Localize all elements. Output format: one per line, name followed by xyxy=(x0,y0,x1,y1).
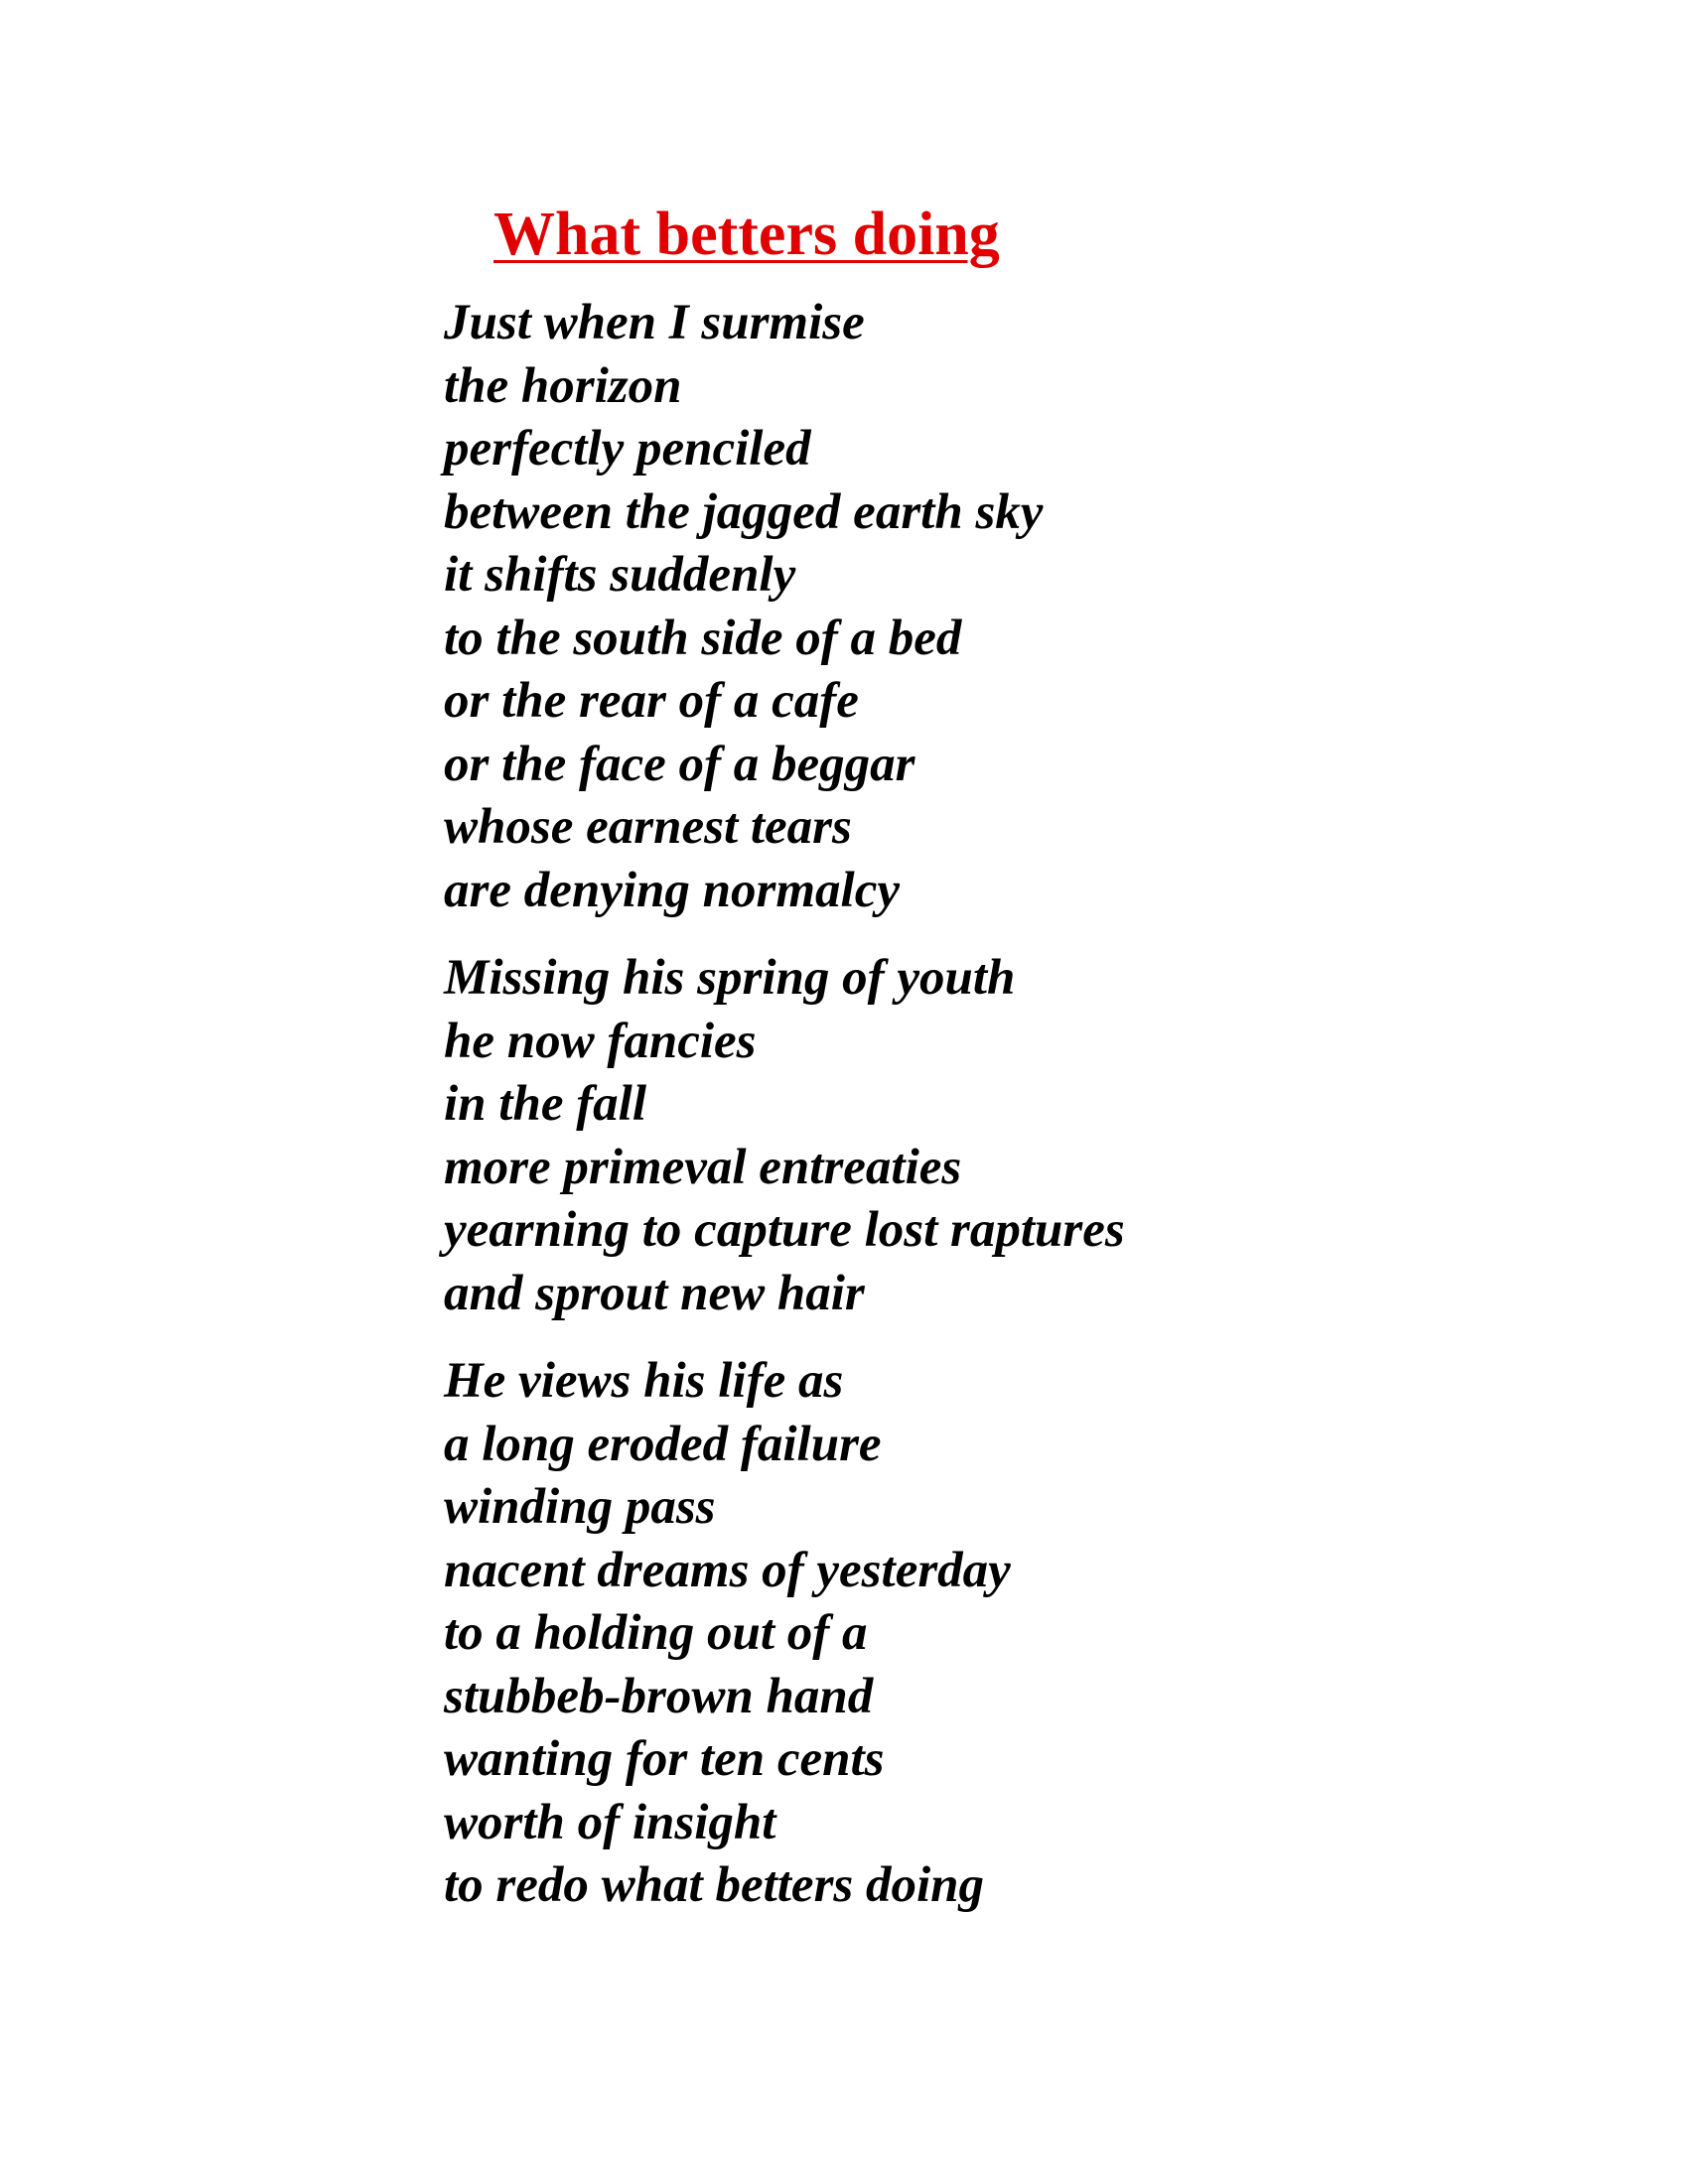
poem-line: perfectly penciled xyxy=(444,421,811,477)
poem-line: are denying normalcy xyxy=(444,862,900,918)
poem-line: he now fancies xyxy=(444,1013,757,1069)
poem-body xyxy=(444,292,1586,1918)
poem-line: yearning to capture lost raptures xyxy=(444,1202,1125,1258)
poem-line: the horizon xyxy=(444,357,682,414)
poem-line: or the face of a beggar xyxy=(444,736,915,792)
poem-line: in the fall xyxy=(444,1076,647,1132)
poem-line: or the rear of a cafe xyxy=(444,673,859,729)
poem-line: stubbeb-brown hand xyxy=(444,1668,874,1724)
poem-line: it shifts suddenly xyxy=(444,547,796,603)
poem-line: worth of insight xyxy=(444,1794,776,1850)
poem-line: to a holding out of a xyxy=(444,1605,868,1661)
poem-line: Missing his spring of youth xyxy=(444,950,1016,1006)
poem-line: to redo what betters doing xyxy=(444,1857,985,1913)
poem-title: What betters doing xyxy=(493,201,1000,268)
poem-line: winding pass xyxy=(444,1479,716,1535)
stanza xyxy=(444,292,1586,922)
poem-line: a long eroded failure xyxy=(444,1416,882,1472)
poem-line: between the jagged earth sky xyxy=(444,483,1044,540)
poem-line: wanting for ten cents xyxy=(444,1731,885,1787)
stanza xyxy=(444,1350,1586,1918)
poem-line: Just when I surmise xyxy=(444,295,865,350)
poem-line: nacent dreams of yesterday xyxy=(444,1542,1011,1598)
poem-line: He views his life as xyxy=(444,1353,844,1409)
stanza xyxy=(444,947,1586,1325)
poem-line: and sprout new hair xyxy=(444,1265,865,1321)
poem-line: whose earnest tears xyxy=(444,799,852,855)
poem-line: more primeval entreaties xyxy=(444,1139,962,1195)
poem-line: to the south side of a bed xyxy=(444,610,962,666)
